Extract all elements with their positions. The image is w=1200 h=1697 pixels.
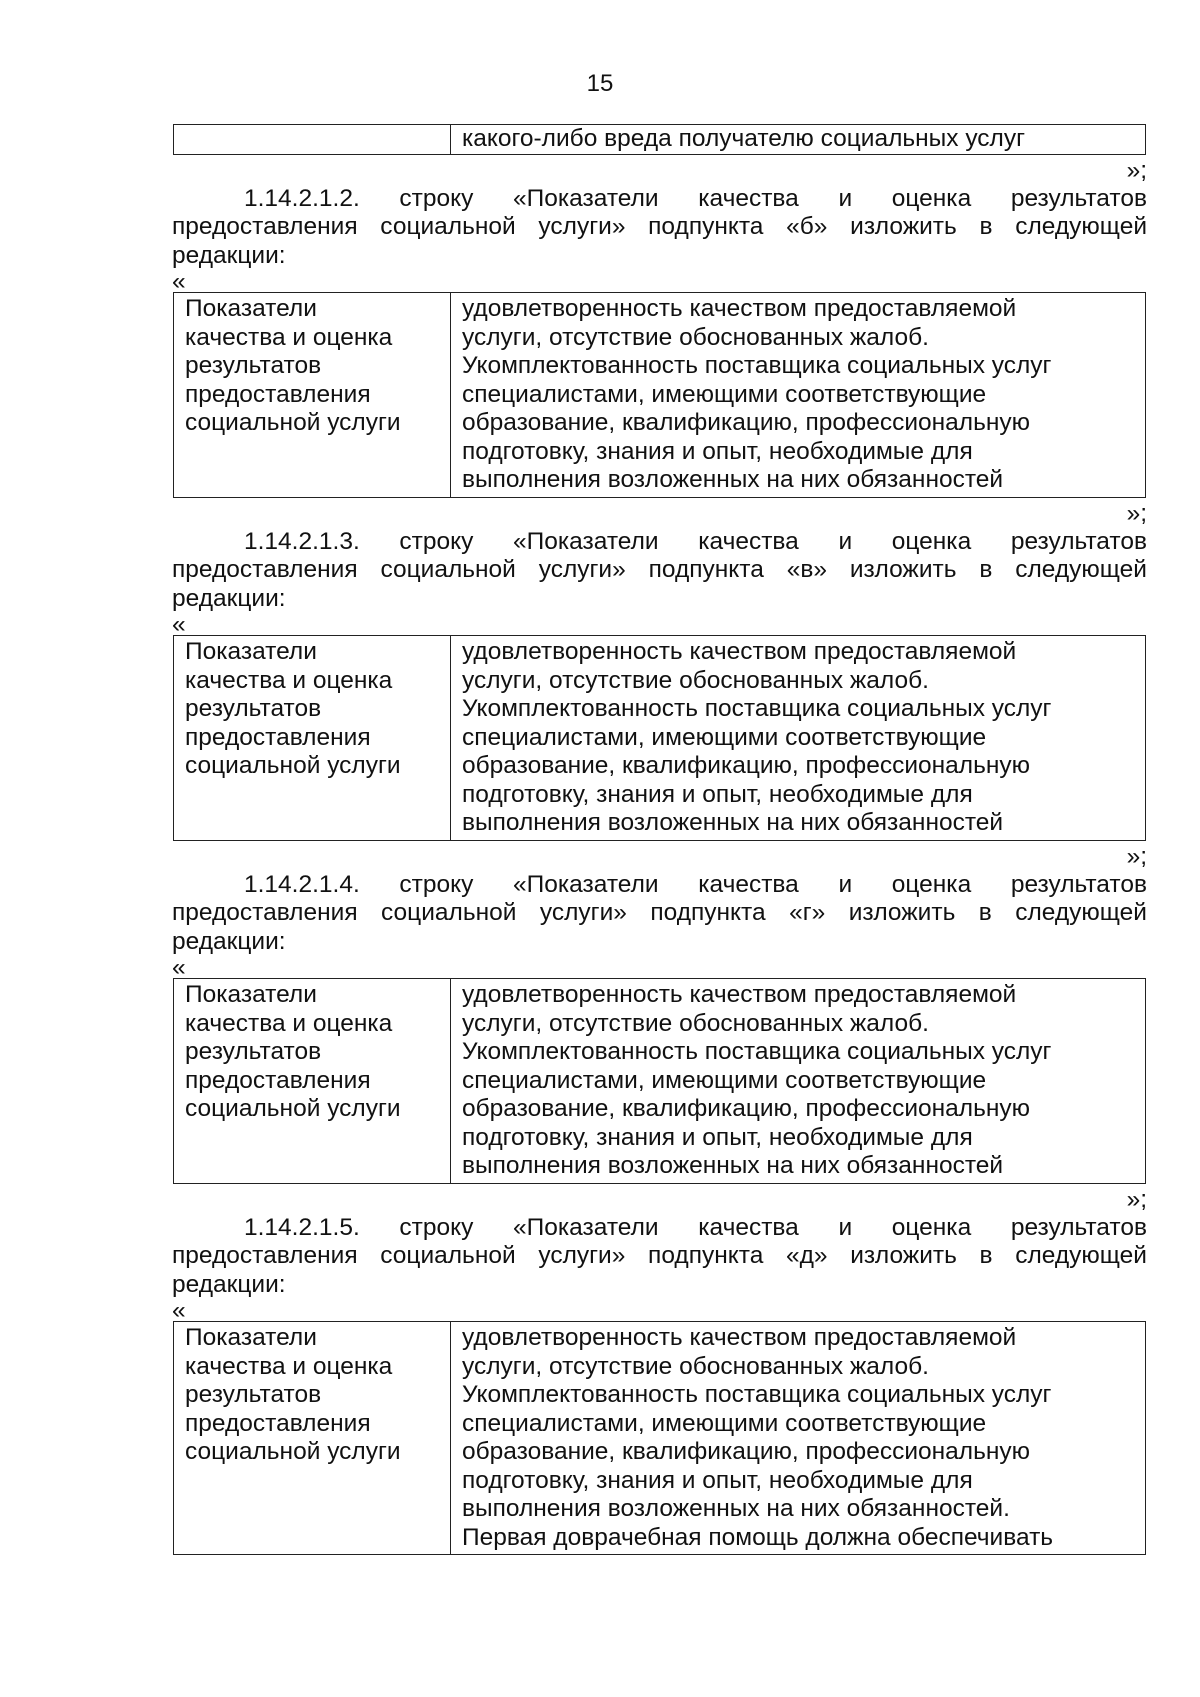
paragraph-line: предоставления социальной услуги» подпункта «д» изложить в следующей [172,1242,1147,1269]
indicator-table [173,292,1146,498]
content-line: выполнения возложенных на них обязанностей. [462,1495,1010,1522]
content-line: образование, квалификацию, профессиональную [462,752,1031,779]
content-line: выполнения возложенных на них обязанностей [462,1152,1004,1179]
table-row [174,125,1146,155]
label-line: предоставления [185,723,371,751]
content-line: услуги, отсутствие обоснованных жалоб. [462,323,929,351]
content-line: Укомплектованность поставщика социальных услуг [462,1381,1052,1408]
closing-mark: »; [1126,499,1147,527]
content-line: подготовку, знания и опыт, необходимые для [462,780,973,808]
label-line: Показатели [185,981,317,1008]
amendment-paragraph [172,871,1147,957]
amendment-section [172,1214,1147,1556]
paragraph-line: 1.14.2.1.3. строку «Показатели качества и оценка результатов [244,527,1147,555]
paragraph-line: редакции: [172,584,286,612]
label-line: Показатели [185,638,317,665]
content-line: выполнения возложенных на них обязанностей [462,809,1004,836]
content-line: специалистами, имеющими соответствующие [462,1409,987,1437]
paragraph-line: 1.14.2.1.5. строку «Показатели качества и оценка результатов [244,1213,1147,1241]
opening-quote: « [172,954,186,981]
page-number: 15 [586,70,614,97]
content-line: удовлетворенность качеством предоставляемой [462,295,1017,322]
closing-mark: »; [1126,842,1147,870]
continuation-table [173,124,1146,155]
amendment-section [172,185,1147,528]
indicator-table [173,978,1146,1184]
label-line: результатов [185,352,322,379]
label-line: качества и оценка [185,1352,393,1380]
content-line: образование, квалификацию, профессиональную [462,1438,1031,1465]
content-line: подготовку, знания и опыт, необходимые для [462,437,973,465]
content-line: удовлетворенность качеством предоставляемой [462,981,1017,1008]
amendment-paragraph [172,528,1147,614]
content-line: удовлетворенность качеством предоставляемой [462,1324,1017,1351]
continuation-left-cell [174,125,451,155]
indicator-content-cell [451,979,1146,1184]
amendment-paragraph [172,1214,1147,1300]
content-line: услуги, отсутствие обоснованных жалоб. [462,666,929,694]
document-body [172,124,1147,1555]
content-line: Укомплектованность поставщика социальных услуг [462,352,1052,379]
table-row [174,1322,1146,1555]
label-line: предоставления [185,380,371,408]
content-line: услуги, отсутствие обоснованных жалоб. [462,1352,929,1380]
content-line: Первая доврачебная помощь должна обеспечивать [462,1523,1054,1551]
indicator-content-cell [451,636,1146,841]
label-line: социальной услуги [185,752,401,779]
content-line: образование, квалификацию, профессиональную [462,1095,1031,1122]
content-line: подготовку, знания и опыт, необходимые для [462,1466,973,1494]
label-line: результатов [185,1038,322,1065]
paragraph-line: предоставления социальной услуги» подпункта «в» изложить в следующей [172,556,1147,583]
closing-mark: »; [1126,1185,1147,1213]
paragraph-line: редакции: [172,1270,286,1298]
label-line: социальной услуги [185,1095,401,1122]
paragraph-line: редакции: [172,241,286,269]
indicator-table [173,1321,1146,1555]
paragraph-line: редакции: [172,927,286,955]
indicator-label-cell [174,636,451,841]
opening-quote: « [172,1297,186,1324]
label-line: предоставления [185,1066,371,1094]
label-line: предоставления [185,1409,371,1437]
label-line: Показатели [185,1324,317,1351]
label-line: качества и оценка [185,1009,393,1037]
table-row [174,293,1146,498]
label-line: социальной услуги [185,1438,401,1465]
indicator-label-cell [174,979,451,1184]
content-line: подготовку, знания и опыт, необходимые для [462,1123,973,1151]
paragraph-line: предоставления социальной услуги» подпункта «г» изложить в следующей [172,899,1147,926]
content-line: услуги, отсутствие обоснованных жалоб. [462,1009,929,1037]
label-line: Показатели [185,295,317,322]
content-line: специалистами, имеющими соответствующие [462,723,987,751]
label-line: результатов [185,695,322,722]
indicator-content-cell [451,1322,1146,1555]
amendment-sections [172,185,1147,1556]
continuation-right-cell: какого-либо вреда получателю социальных услуг [451,125,1146,155]
content-line: Укомплектованность поставщика социальных услуг [462,695,1052,722]
closing-mark: »; [1126,156,1147,184]
table-row [174,979,1146,1184]
label-line: результатов [185,1381,322,1408]
indicator-content-cell [451,293,1146,498]
opening-quote: « [172,268,186,295]
content-line: удовлетворенность качеством предоставляемой [462,638,1017,665]
content-line: образование, квалификацию, профессиональную [462,409,1031,436]
paragraph-line: 1.14.2.1.4. строку «Показатели качества и оценка результатов [244,870,1147,898]
paragraph-line: предоставления социальной услуги» подпункта «б» изложить в следующей [172,213,1147,240]
table-row [174,636,1146,841]
amendment-paragraph [172,185,1147,271]
amendment-section [172,528,1147,871]
opening-quote: « [172,611,186,638]
content-line: специалистами, имеющими соответствующие [462,1066,987,1094]
label-line: качества и оценка [185,323,393,351]
content-line: Укомплектованность поставщика социальных услуг [462,1038,1052,1065]
indicator-table [173,635,1146,841]
label-line: качества и оценка [185,666,393,694]
content-line: специалистами, имеющими соответствующие [462,380,987,408]
amendment-section [172,871,1147,1214]
content-line: выполнения возложенных на них обязанностей [462,466,1004,493]
paragraph-line: 1.14.2.1.2. строку «Показатели качества и оценка результатов [244,184,1147,212]
indicator-label-cell [174,1322,451,1555]
label-line: социальной услуги [185,409,401,436]
indicator-label-cell [174,293,451,498]
